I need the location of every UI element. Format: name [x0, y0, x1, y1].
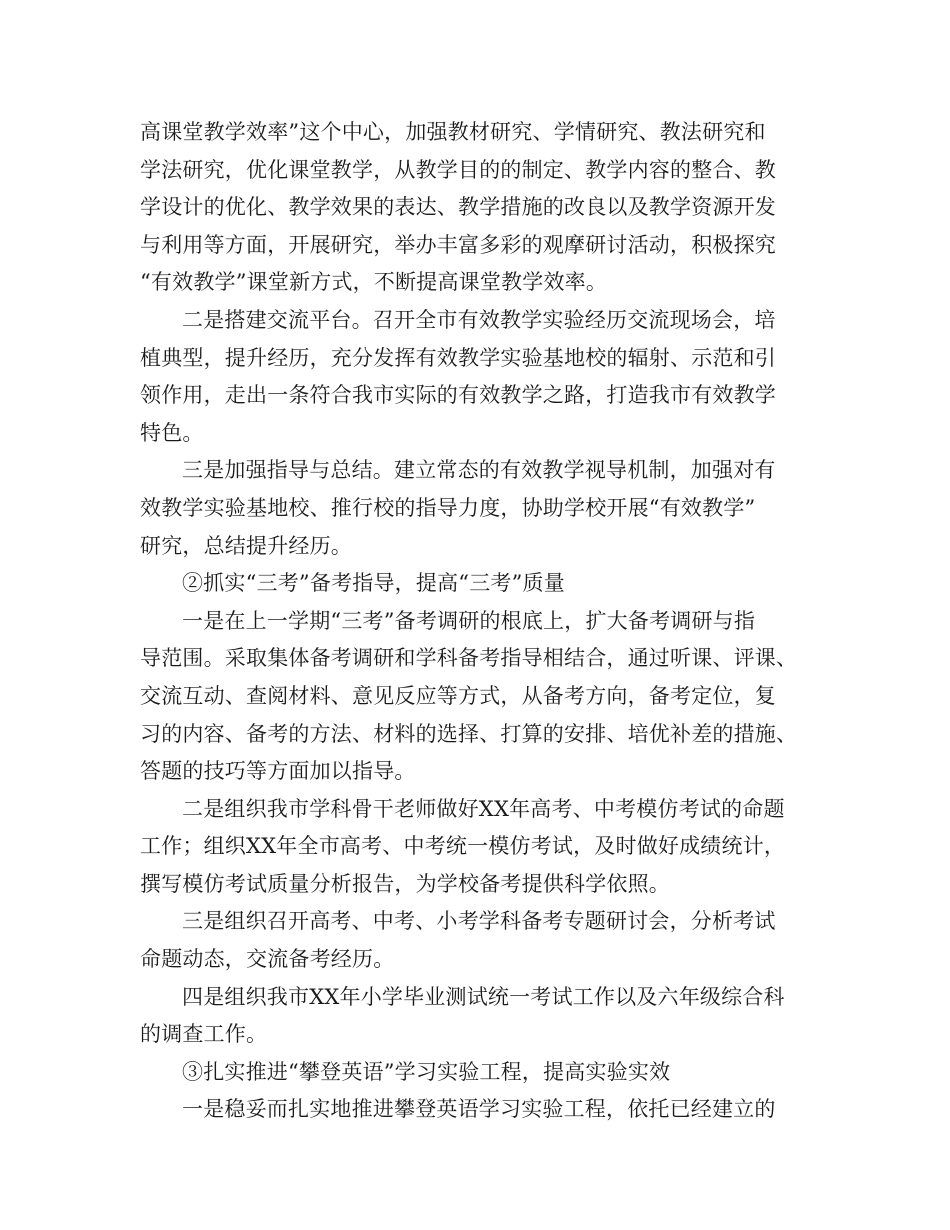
text-line: 一是在上一学期“三考”备考调研的根底上，扩大备考调研与指: [182, 608, 756, 633]
text-line: 习的内容、备考的方法、材料的选择、打算的安排、培优补差的措施、: [140, 721, 798, 746]
text-line: 的调查工作。: [140, 1022, 268, 1047]
text-line: 特色。: [140, 420, 204, 445]
text-line: 一是稳妥而扎实地推进攀登英语学习实验工程，依托已经建立的: [182, 1097, 776, 1122]
text-line: 与利用等方面，开展研究，举办丰富多彩的观摩研讨活动，积极探究: [140, 232, 776, 257]
text-line: 交流互动、查阅材料、意见反应等方式，从备考方向，备考定位，复: [140, 683, 776, 708]
text-line: 效教学实验基地校、推行校的指导力度，协助学校开展“有效教学”: [140, 495, 756, 520]
text-line: 导范围。采取集体备考调研和学科备考指导相结合，通过听课、评课、: [140, 646, 798, 671]
text-line: ②抓实“三考”备考指导，提高“三考”质量: [182, 571, 565, 596]
text-line: 工作；组织XX年全市高考、中考统一模仿考试，及时做好成绩统计，: [140, 834, 786, 859]
text-line: 答题的技巧等方面加以指导。: [140, 759, 416, 784]
text-line: 二是组织我市学科骨干老师做好XX年高考、中考模仿考试的命题: [182, 796, 785, 821]
text-line: 学法研究，优化课堂教学，从教学目的的制定、教学内容的整合、教: [140, 157, 776, 182]
text-line: 四是组织我市XX年小学毕业测试统一考试工作以及六年级综合科: [182, 984, 785, 1009]
text-line: 三是加强指导与总结。建立常态的有效教学视导机制，加强对有: [182, 458, 776, 483]
text-line: 研究，总结提升经历。: [140, 533, 352, 558]
text-line: 高课堂教学效率”这个中心，加强教材研究、学情研究、教法研究和: [140, 120, 766, 144]
text-line: 二是搭建交流平台。召开全市有效教学实验经历交流现场会，培: [182, 307, 776, 332]
text-line: 学设计的优化、教学效果的表达、教学措施的改良以及教学资源开发: [140, 195, 776, 220]
text-line: ③扎实推进“攀登英语”学习实验工程，提高实验实效: [182, 1059, 671, 1084]
text-line: 领作用，走出一条符合我市实际的有效教学之路，打造我市有效教学: [140, 383, 776, 408]
text-line: 撰写模仿考试质量分析报告，为学校备考提供科学依照。: [140, 871, 670, 896]
text-line: “有效教学”课堂新方式，不断提高课堂教学效率。: [140, 270, 608, 295]
document-body: [140, 114, 840, 1129]
text-line: 命题动态，交流备考经历。: [140, 947, 395, 972]
text-line: 三是组织召开高考、中考、小考学科备考专题研讨会，分析考试: [182, 909, 776, 934]
text-line: 植典型，提升经历，充分发挥有效教学实验基地校的辐射、示范和引: [140, 345, 776, 370]
